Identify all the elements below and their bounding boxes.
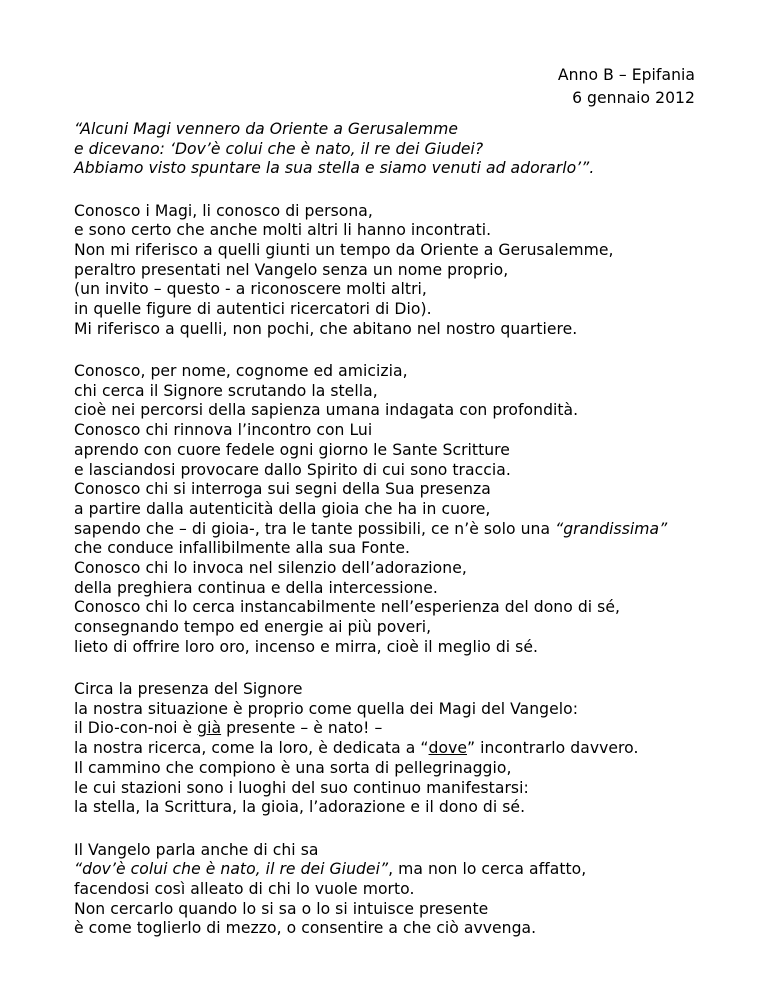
text-segment: Conosco chi si interroga sui segni della Sua presenza xyxy=(74,480,491,499)
italic-quote-text: “grandissima” xyxy=(555,519,668,538)
text-segment: Il Vangelo parla anche di chi sa xyxy=(74,840,319,859)
text-line xyxy=(74,520,754,540)
text-line xyxy=(74,461,754,481)
text-segment: che conduce infallibilmente alla sua Fonte. xyxy=(74,539,410,558)
text-line xyxy=(74,401,754,421)
italic-quote-text: “dov’è colui che è nato, il re dei Giudei” xyxy=(74,860,389,879)
text-line xyxy=(74,421,754,441)
underlined-text: già xyxy=(197,719,222,738)
text-line xyxy=(74,441,754,461)
text-segment: consegnando tempo ed energie ai più poveri, xyxy=(74,618,432,637)
text-line xyxy=(74,241,754,261)
italic-quote-text: Abbiamo visto spuntare la sua stella e siamo venuti ad adorarlo’”. xyxy=(74,159,595,178)
paragraph-2 xyxy=(74,362,754,658)
paragraph-1 xyxy=(74,202,754,340)
text-line xyxy=(74,638,754,658)
text-line xyxy=(74,120,754,140)
text-segment: facendosi così alleato di chi lo vuole morto. xyxy=(74,879,415,898)
text-line xyxy=(74,719,754,739)
text-segment: Mi riferisco a quelli, non pochi, che abitano nel nostro quartiere. xyxy=(74,319,578,338)
text-line xyxy=(74,860,754,880)
text-line xyxy=(74,320,754,340)
text-segment: è come toglierlo di mezzo, o consentire a che ciò avvenga. xyxy=(74,919,537,938)
text-segment: Conosco i Magi, li conosco di persona, xyxy=(74,201,373,220)
text-segment: Conosco, per nome, cognome ed amicizia, xyxy=(74,362,408,381)
text-line xyxy=(74,579,754,599)
text-line xyxy=(74,362,754,382)
text-segment: Conosco chi lo cerca instancabilmente nell’esperienza del dono di sé, xyxy=(74,598,621,617)
text-line xyxy=(74,841,754,861)
text-line xyxy=(74,159,754,179)
opening-quote xyxy=(74,120,754,179)
text-line xyxy=(74,798,754,818)
text-segment: peraltro presentati nel Vangelo senza un nome proprio, xyxy=(74,260,509,279)
text-line xyxy=(74,598,754,618)
text-segment: sapendo che – di gioia-, tra le tante possibili, ce n’è solo una xyxy=(74,519,556,538)
text-segment: lieto di offrire loro oro, incenso e mirra, cioè il meglio di sé. xyxy=(74,637,538,656)
text-segment: Non cercarlo quando lo si sa o lo si intuisce presente xyxy=(74,899,489,918)
text-segment: presente – è nato! – xyxy=(221,719,383,738)
underlined-text: dove xyxy=(428,739,467,758)
text-line xyxy=(74,202,754,222)
paragraph-4 xyxy=(74,841,754,940)
text-segment: in quelle figure di autentici ricercatori di Dio). xyxy=(74,300,432,319)
text-line xyxy=(74,680,754,700)
text-line xyxy=(74,618,754,638)
liturgical-date-line: Anno B – Epifania xyxy=(557,66,695,84)
text-line xyxy=(74,559,754,579)
text-segment: Circa la presenza del Signore xyxy=(74,680,303,699)
text-line xyxy=(74,880,754,900)
text-segment: ” incontrarlo davvero. xyxy=(467,739,639,758)
text-line xyxy=(74,480,754,500)
calendar-date-line: 6 gennaio 2012 xyxy=(572,88,695,107)
text-line xyxy=(74,779,754,799)
text-line xyxy=(74,221,754,241)
text-segment: Conosco chi rinnova l’incontro con Lui xyxy=(74,421,373,440)
text-segment: cioè nei percorsi della sapienza umana indagata con profondità. xyxy=(74,401,579,420)
text-segment: il Dio-con-noi è xyxy=(74,719,198,738)
text-line xyxy=(74,539,754,559)
text-line xyxy=(74,700,754,720)
text-line xyxy=(74,280,754,300)
text-segment: Conosco chi lo invoca nel silenzio dell’adorazione, xyxy=(74,559,467,578)
document-body xyxy=(74,120,754,962)
text-segment: a partire dalla autenticità della gioia che ha in cuore, xyxy=(74,499,491,518)
paragraph-3 xyxy=(74,680,754,818)
text-segment: aprendo con cuore fedele ogni giorno le Sante Scritture xyxy=(74,440,510,459)
text-segment: e lasciandosi provocare dallo Spirito di cui sono traccia. xyxy=(74,460,511,479)
text-line xyxy=(74,500,754,520)
text-line xyxy=(74,140,754,160)
document-header xyxy=(558,64,695,109)
italic-quote-text: e dicevano: ‘Dov’è colui che è nato, il re dei Giudei? xyxy=(74,139,484,158)
text-segment: Non mi riferisco a quelli giunti un tempo da Oriente a Gerusalemme, xyxy=(74,241,614,260)
text-line xyxy=(74,919,754,939)
text-line xyxy=(74,739,754,759)
text-line xyxy=(74,382,754,402)
text-segment: e sono certo che anche molti altri li hanno incontrati. xyxy=(74,221,492,240)
text-line xyxy=(74,261,754,281)
text-segment: Il cammino che compiono è una sorta di pellegrinaggio, xyxy=(74,758,512,777)
text-segment: la nostra ricerca, come la loro, è dedicata a “ xyxy=(74,739,429,758)
text-line xyxy=(74,759,754,779)
text-segment: le cui stazioni sono i luoghi del suo continuo manifestarsi: xyxy=(74,778,529,797)
text-segment: chi cerca il Signore scrutando la stella, xyxy=(74,381,378,400)
italic-quote-text: “Alcuni Magi vennero da Oriente a Gerusalemme xyxy=(74,120,459,138)
text-segment: (un invito – questo - a riconoscere molti altri, xyxy=(74,280,427,299)
text-segment: , ma non lo cerca affatto, xyxy=(388,860,587,879)
text-segment: della preghiera continua e della intercessione. xyxy=(74,578,438,597)
text-segment: la stella, la Scrittura, la gioia, l’adorazione e il dono di sé. xyxy=(74,798,526,817)
text-line xyxy=(74,900,754,920)
text-line xyxy=(74,300,754,320)
text-segment: la nostra situazione è proprio come quella dei Magi del Vangelo: xyxy=(74,699,579,718)
